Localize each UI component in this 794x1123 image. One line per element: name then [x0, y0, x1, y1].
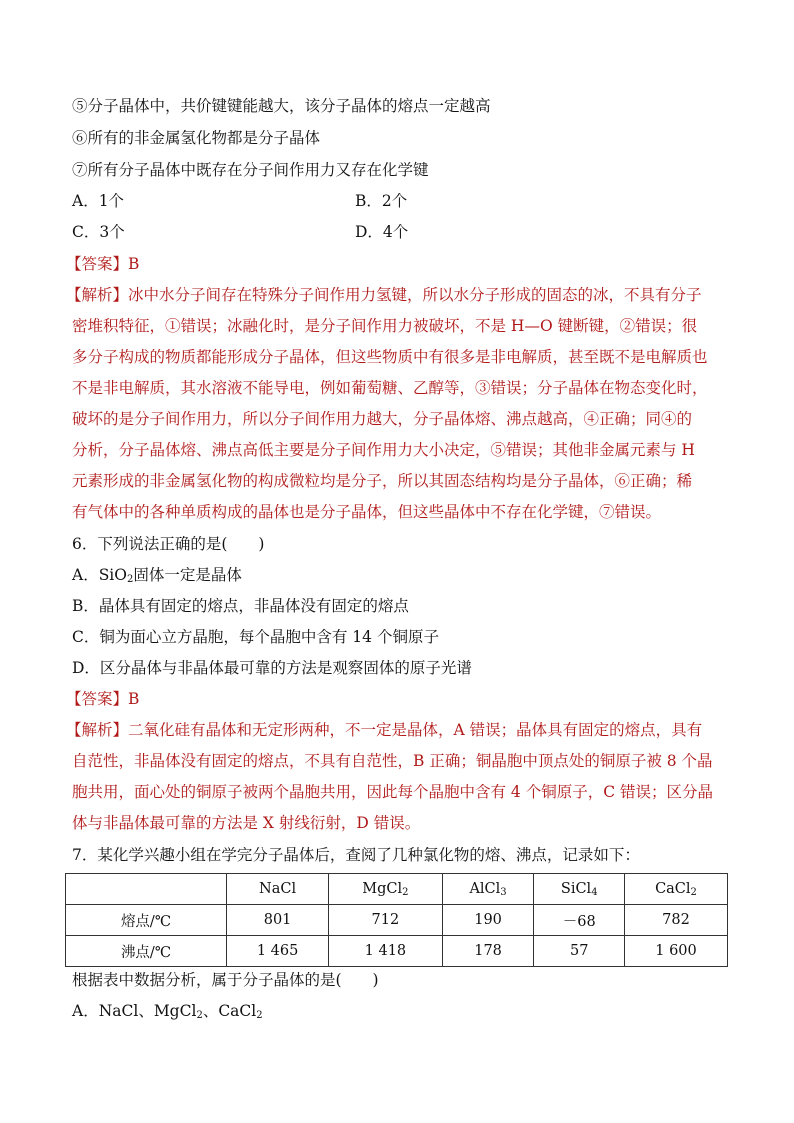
table-header-cell: AlCl$_3$	[442, 874, 534, 905]
q6-option-b: B．晶体具有固定的熔点，非晶体没有固定的熔点	[72, 597, 409, 615]
analysis-label: 【解析】	[66, 286, 129, 304]
row-label: 沸点/℃	[66, 936, 227, 967]
table-cell: 1 465	[227, 936, 329, 967]
q6-option-a: A．SiO$_2$固体一定是晶体	[72, 566, 242, 585]
table-cell: 190	[442, 905, 534, 936]
q5-analysis-line-6: 分析，分子晶体熔、沸点高低主要是分子间作用力大小决定，⑤错误；其他非金属元素与 H	[72, 441, 695, 459]
answer-value: B	[128, 690, 140, 708]
table-cell: 1 600	[625, 936, 728, 967]
q5-option-d: D．4个	[355, 223, 409, 241]
table-header-cell: NaCl	[227, 874, 329, 905]
chloride-data-table	[65, 873, 728, 967]
table-header-cell: MgCl$_2$	[329, 874, 443, 905]
q5-analysis-line-1: 【解析】冰中水分子间存在特殊分子间作用力氢键，所以水分子形成的固态的冰，不具有分子	[66, 286, 702, 304]
q6-analysis-line-3: 胞共用，面心处的铜原子被两个晶胞共用，因此每个晶胞中含有 4 个铜原子，C 错误；区分晶	[72, 783, 714, 801]
q5-analysis-line-4: 不是非电解质，其水溶液不能导电，例如葡萄糖、乙醇等，③错误；分子晶体在物态变化时，	[72, 379, 708, 397]
table-cell: 1 418	[329, 936, 443, 967]
table-header-cell: CaCl$_2$	[625, 874, 728, 905]
answer-label: 【答案】	[66, 255, 129, 273]
q5-answer	[66, 254, 726, 274]
q6-analysis-line-2: 自范性，非晶体没有固定的熔点，不具有自范性，B 正确；铜晶胞中顶点处的铜原子被 8 个晶	[72, 752, 713, 770]
answer-label: 【答案】	[66, 690, 129, 708]
q5-option-b: B．2个	[355, 192, 408, 210]
q6-answer	[66, 689, 726, 709]
table-cell: 782	[625, 905, 728, 936]
q5-option-a: A．1个	[72, 192, 125, 210]
table-header-row	[66, 874, 728, 905]
q5-option-c: C．3个	[72, 223, 125, 241]
table-corner-cell	[66, 874, 227, 905]
q6-analysis-line-4: 体与非晶体最可靠的方法是 X 射线衍射，D 错误。	[72, 814, 421, 832]
q5-analysis-line-8: 有气体中的各种单质构成的晶体也是分子晶体，但这些晶体中不存在化学键，⑦错误。	[72, 503, 662, 521]
q7-question: 根据表中数据分析，属于分子晶体的是( )	[72, 971, 379, 989]
q6-option-d: D．区分晶体与非晶体最可靠的方法是观察固体的原子光谱	[72, 659, 472, 677]
q7-stem: 7．某化学兴趣小组在学完分子晶体后，查阅了几种氯化物的熔、沸点，记录如下：	[72, 846, 640, 864]
row-label: 熔点/℃	[66, 905, 227, 936]
table-cell: 801	[227, 905, 329, 936]
analysis-label: 【解析】	[66, 721, 129, 739]
table-row	[66, 936, 728, 967]
q6-analysis-line-1: 【解析】二氧化硅有晶体和无定形两种，不一定是晶体，A 错误；晶体具有固定的熔点，具有	[66, 721, 703, 739]
table-cell: 57	[534, 936, 625, 967]
answer-value: B	[128, 255, 140, 273]
q5-analysis-line-2: 密堆积特征，①错误；冰融化时，是分子间作用力被破坏，不是 H—O 键断键，②错误；很	[72, 317, 698, 335]
q6-stem: 6．下列说法正确的是( )	[72, 535, 265, 553]
statement-6: ⑥所有的非金属氢化物都是分子晶体	[72, 129, 321, 147]
table-cell: －68	[534, 905, 625, 936]
q5-analysis-line-5: 破坏的是分子间作用力，所以分子间作用力越大，分子晶体熔、沸点越高，④正确；同④的	[72, 410, 693, 428]
q5-analysis-line-3: 多分子构成的物质都能形成分子晶体，但这些物质中有很多是非电解质，甚至既不是电解质也	[72, 348, 708, 366]
table-header-cell: SiCl$_4$	[534, 874, 625, 905]
q7-option-a: A．NaCl、MgCl$_2$、CaCl$_2$	[72, 1002, 263, 1021]
table-row	[66, 905, 728, 936]
statement-7: ⑦所有分子晶体中既存在分子间作用力又存在化学键	[72, 161, 429, 179]
table-cell: 178	[442, 936, 534, 967]
q6-option-c: C．铜为面心立方晶胞，每个晶胞中含有 14 个铜原子	[72, 628, 439, 646]
statement-5: ⑤分子晶体中，共价键键能越大，该分子晶体的熔点一定越高	[72, 97, 491, 115]
q5-analysis-line-7: 元素形成的非金属氢化物的构成微粒均是分子，所以其固态结构均是分子晶体，⑥正确；稀	[72, 472, 693, 490]
table-cell: 712	[329, 905, 443, 936]
